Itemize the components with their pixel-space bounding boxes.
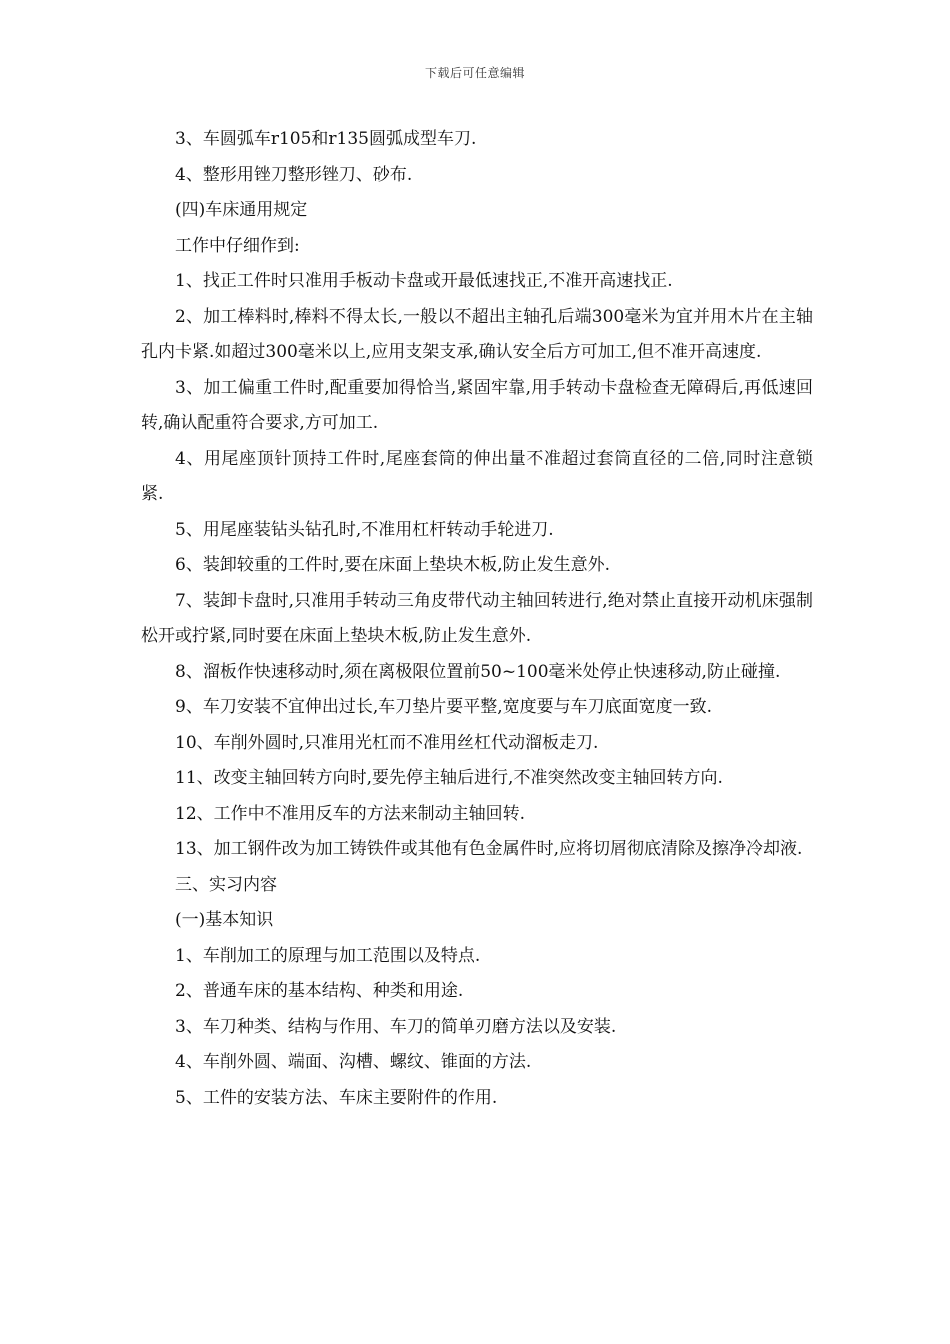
- subsection-heading-basic-knowledge: (一)基本知识: [175, 910, 274, 930]
- paragraph-2: 4、整形用锉刀整形锉刀、砂布.: [175, 164, 413, 185]
- rule-5: 5、用尾座装钻头钻孔时,不准用杠杆转动手轮进刀.: [175, 519, 554, 540]
- rule-7: 7、装卸卡盘时,只准用手转动三角皮带代动主轴回转进行,绝对禁止直接开动机床强制松开或拧紧,同时要在床面上垫块木板,防止发生意外.: [141, 590, 813, 646]
- rule-9: 9、车刀安装不宜伸出过长,车刀垫片要平整,宽度要与车刀底面宽度一致.: [175, 697, 713, 717]
- rule-13: 13、加工钢件改为加工铸铁件或其他有色金属件时,应将切屑彻底清除及擦净冷却液.: [175, 839, 803, 859]
- document-body: [141, 122, 813, 1116]
- section-heading-general-rules: (四)车床通用规定: [175, 200, 308, 220]
- rule-6: 6、装卸较重的工件时,要在床面上垫块木板,防止发生意外.: [175, 555, 611, 575]
- knowledge-item-5: 5、工件的安装方法、车床主要附件的作用.: [175, 1087, 498, 1108]
- knowledge-item-3: 3、车刀种类、结构与作用、车刀的简单刃磨方法以及安装.: [175, 1016, 617, 1037]
- paragraph-intro: 工作中仔细作到:: [175, 235, 300, 256]
- rule-2: 2、加工棒料时,棒料不得太长,一般以不超出主轴孔后端300毫米为宜并用木片在主轴孔内卡紧.如超过300毫米以上,应用支架支承,确认安全后方可加工,但不准开高速度.: [141, 306, 813, 362]
- knowledge-item-1: 1、车削加工的原理与加工范围以及特点.: [175, 945, 481, 966]
- paragraph-1: 3、车圆弧车r105和r135圆弧成型车刀.: [175, 129, 477, 149]
- rule-4: 4、用尾座顶针顶持工件时,尾座套筒的伸出量不准超过套筒直径的二倍,同时注意锁紧.: [141, 448, 813, 504]
- page-header: 下载后可任意编辑: [424, 66, 525, 80]
- rule-3: 3、加工偏重工件时,配重要加得恰当,紧固牢靠,用手转动卡盘检查无障碍后,再低速回转,确认配重符合要求,方可加工.: [141, 377, 813, 433]
- knowledge-item-2: 2、普通车床的基本结构、种类和用途.: [175, 981, 464, 1001]
- rule-11: 11、改变主轴回转方向时,要先停主轴后进行,不准突然改变主轴回转方向.: [175, 768, 723, 788]
- rule-8: 8、溜板作快速移动时,须在离极限位置前50~100毫米处停止快速移动,防止碰撞.: [175, 661, 781, 682]
- rule-10: 10、车削外圆时,只准用光杠而不准用丝杠代动溜板走刀.: [175, 732, 599, 753]
- rule-12: 12、工作中不准用反车的方法来制动主轴回转.: [175, 803, 526, 824]
- knowledge-item-4: 4、车削外圆、端面、沟槽、螺纹、锥面的方法.: [175, 1052, 532, 1072]
- section-heading-internship-content: 三、实习内容: [175, 874, 277, 895]
- rule-1: 1、找正工件时只准用手板动卡盘或开最低速找正,不准开高速找正.: [175, 271, 673, 291]
